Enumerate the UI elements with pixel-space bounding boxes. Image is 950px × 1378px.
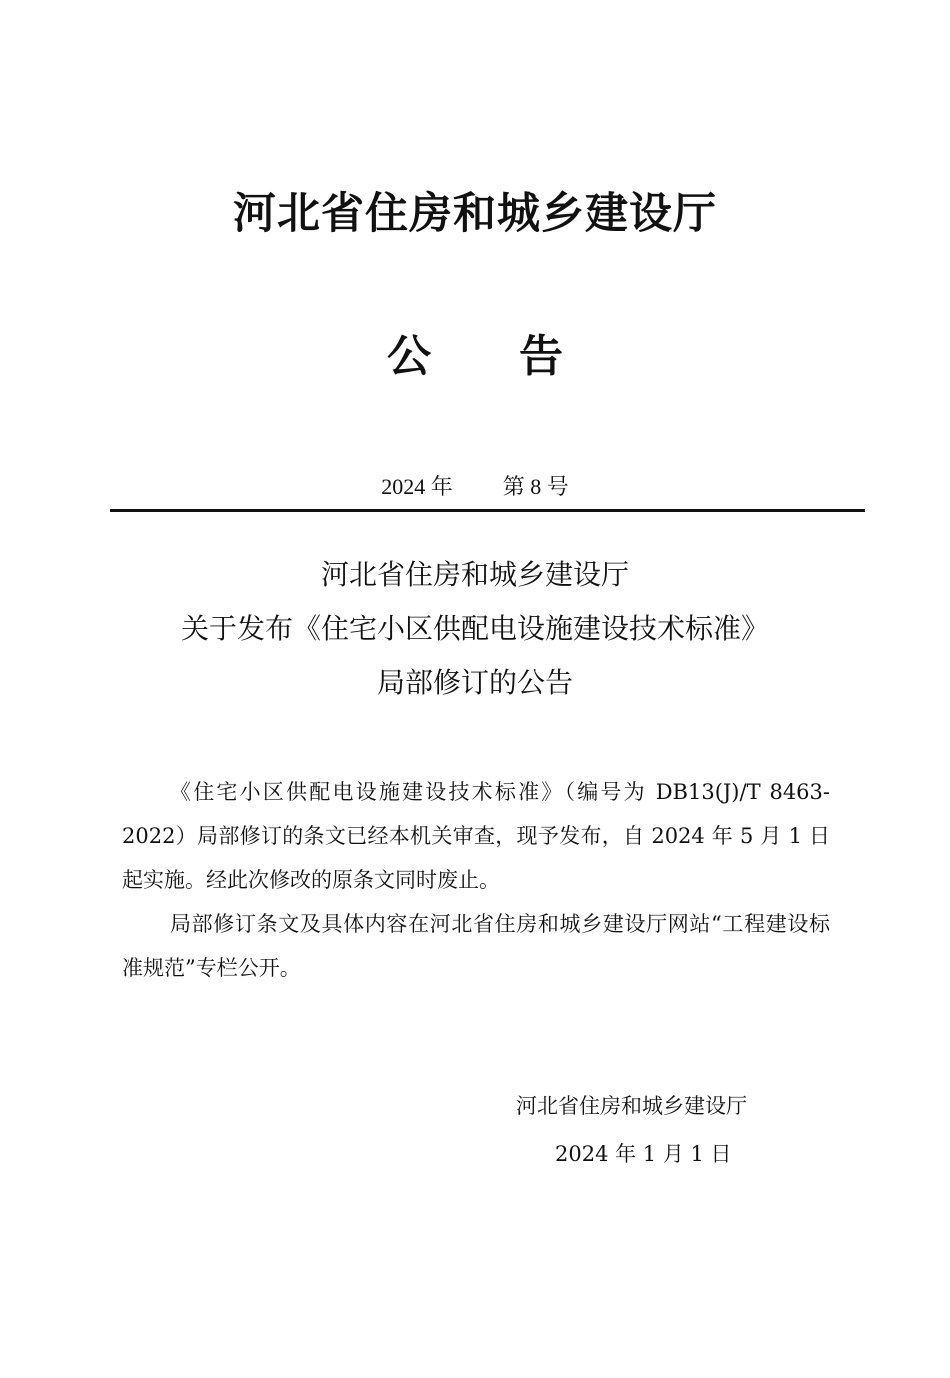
title-line-2: 关于发布《住宅小区供配电设施建设技术标准》 (180, 612, 769, 645)
announcement-title (0, 548, 950, 710)
document-issue-number: 第 8 号 (502, 474, 569, 499)
document-type-left-char: 公 (387, 331, 431, 382)
announcement-body (122, 770, 830, 990)
document-year: 2024 年 (381, 474, 453, 499)
title-line-3: 局部修订的公告 (376, 666, 573, 699)
document-type-right-char: 告 (519, 331, 563, 382)
document-number (0, 470, 950, 501)
document-type-heading (0, 320, 950, 384)
signature-organization: 河北省住房和城乡建设厅 (516, 1094, 747, 1118)
issuing-agency-heading: 河北省住房和城乡建设厅 (233, 189, 717, 239)
title-line-1: 河北省住房和城乡建设厅 (320, 558, 629, 591)
body-paragraph-2: 局部修订条文及具体内容在河北省住房和城乡建设厅网站“工程建设标准规范”专栏公开。 (122, 912, 830, 980)
signature-date: 2024 年 1 月 1 日 (555, 1142, 732, 1166)
body-paragraph-1: 《住宅小区供配电设施建设技术标准》（编号为 DB13(J)/T 8463-2022）局部修订的条文已经本机关审查，现予发布，自 2024 年 5 月 1 日起实施。经此次修改的原条文同时废止。 (122, 780, 830, 892)
header-divider (110, 509, 865, 512)
